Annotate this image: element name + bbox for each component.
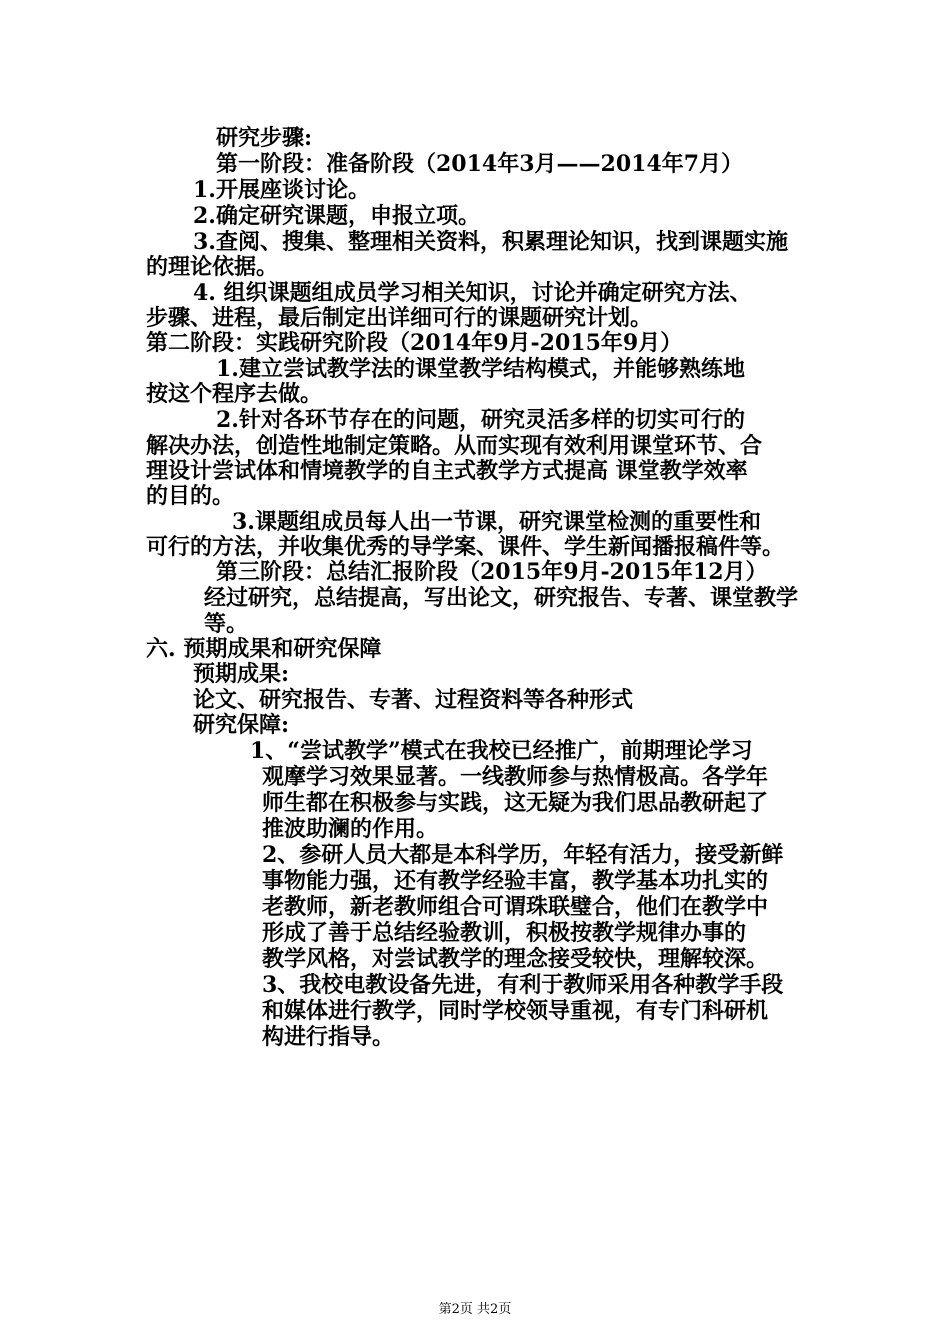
text-line: 教学风格，对尝试教学的理念接受较快，理解较深。 xyxy=(262,946,769,972)
text-line: 经过研究，总结提高，写出论文，研究报告、专著、课堂教学 xyxy=(204,585,799,611)
text-line: 3、我校电教设备先进，有利于教师采用各种教学手段 xyxy=(262,972,784,998)
text-line: 老教师，新老教师组合可谓珠联璧合，他们在教学中 xyxy=(262,894,769,920)
text-line: 1.建立尝试教学法的课堂教学结构模式，并能够熟练地 xyxy=(216,356,745,382)
text-line: 推波助澜的作用。 xyxy=(262,816,439,842)
text-line: 研究保障: xyxy=(193,712,290,738)
text-line: 第一阶段：准备阶段（2014年3月——2014年7月） xyxy=(216,151,744,177)
text-line: 师生都在积极参与实践，这无疑为我们思品教研起了 xyxy=(262,790,769,816)
text-line: 研究步骤: xyxy=(216,125,313,151)
text-line: 预期成果: xyxy=(193,661,290,687)
text-line: 的理论依据。 xyxy=(146,254,279,280)
text-line: 解决办法，创造性地制定策略。从而实现有效利用课堂环节、合 xyxy=(146,433,763,459)
text-line: 4. 组织课题组成员学习相关知识，讨论并确定研究方法、 xyxy=(193,280,752,306)
text-line: 事物能力强，还有教学经验丰富，教学基本功扎实的 xyxy=(262,868,769,894)
text-line: 形成了善于总结经验教训，积极按教学规律办事的 xyxy=(262,920,747,946)
text-line: 可行的方法，并收集优秀的导学案、课件、学生新闻播报稿件等。 xyxy=(146,534,785,560)
section-heading: 六. 预期成果和研究保障 xyxy=(146,636,382,662)
page-footer: 第2页 共2页 xyxy=(438,1302,512,1317)
text-line: 构进行指导。 xyxy=(262,1024,395,1050)
text-line: 等。 xyxy=(204,611,249,637)
text-line: 的目的。 xyxy=(146,483,235,509)
text-line: 2.针对各环节存在的问题，研究灵活多样的切实可行的 xyxy=(216,407,745,433)
text-line: 3.查阅、搜集、整理相关资料，积累理论知识，找到课题实施 xyxy=(193,229,788,255)
text-line: 理设计尝试体和情境教学的自主式教学方式提高 课堂教学效率 xyxy=(146,458,748,484)
text-line: 观摩学习效果显著。一线教师参与热情极高。各学年 xyxy=(262,764,769,790)
text-line: 论文、研究报告、专著、过程资料等各种形式 xyxy=(193,687,634,713)
text-line: 按这个程序去做。 xyxy=(146,381,323,407)
text-line: 和媒体进行教学，同时学校领导重视，有专门科研机 xyxy=(262,998,769,1024)
text-line: 2.确定研究课题，申报立项。 xyxy=(193,203,480,229)
text-line: 1、“尝试教学”模式在我校已经推广，前期理论学习 xyxy=(250,738,753,764)
text-line: 2、参研人员大都是本科学历，年轻有活力，接受新鲜 xyxy=(262,842,784,868)
text-line: 步骤、进程，最后制定出详细可行的课题研究计划。 xyxy=(146,305,653,331)
text-line: 第二阶段：实践研究阶段（2014年9月-2015年9月） xyxy=(146,330,683,356)
text-line: 第三阶段：总结汇报阶段（2015年9月-2015年12月） xyxy=(216,559,768,585)
text-line: 3.课题组成员每人出一节课，研究课堂检测的重要性和 xyxy=(232,509,761,535)
text-line: 1.开展座谈讨论。 xyxy=(193,177,370,203)
